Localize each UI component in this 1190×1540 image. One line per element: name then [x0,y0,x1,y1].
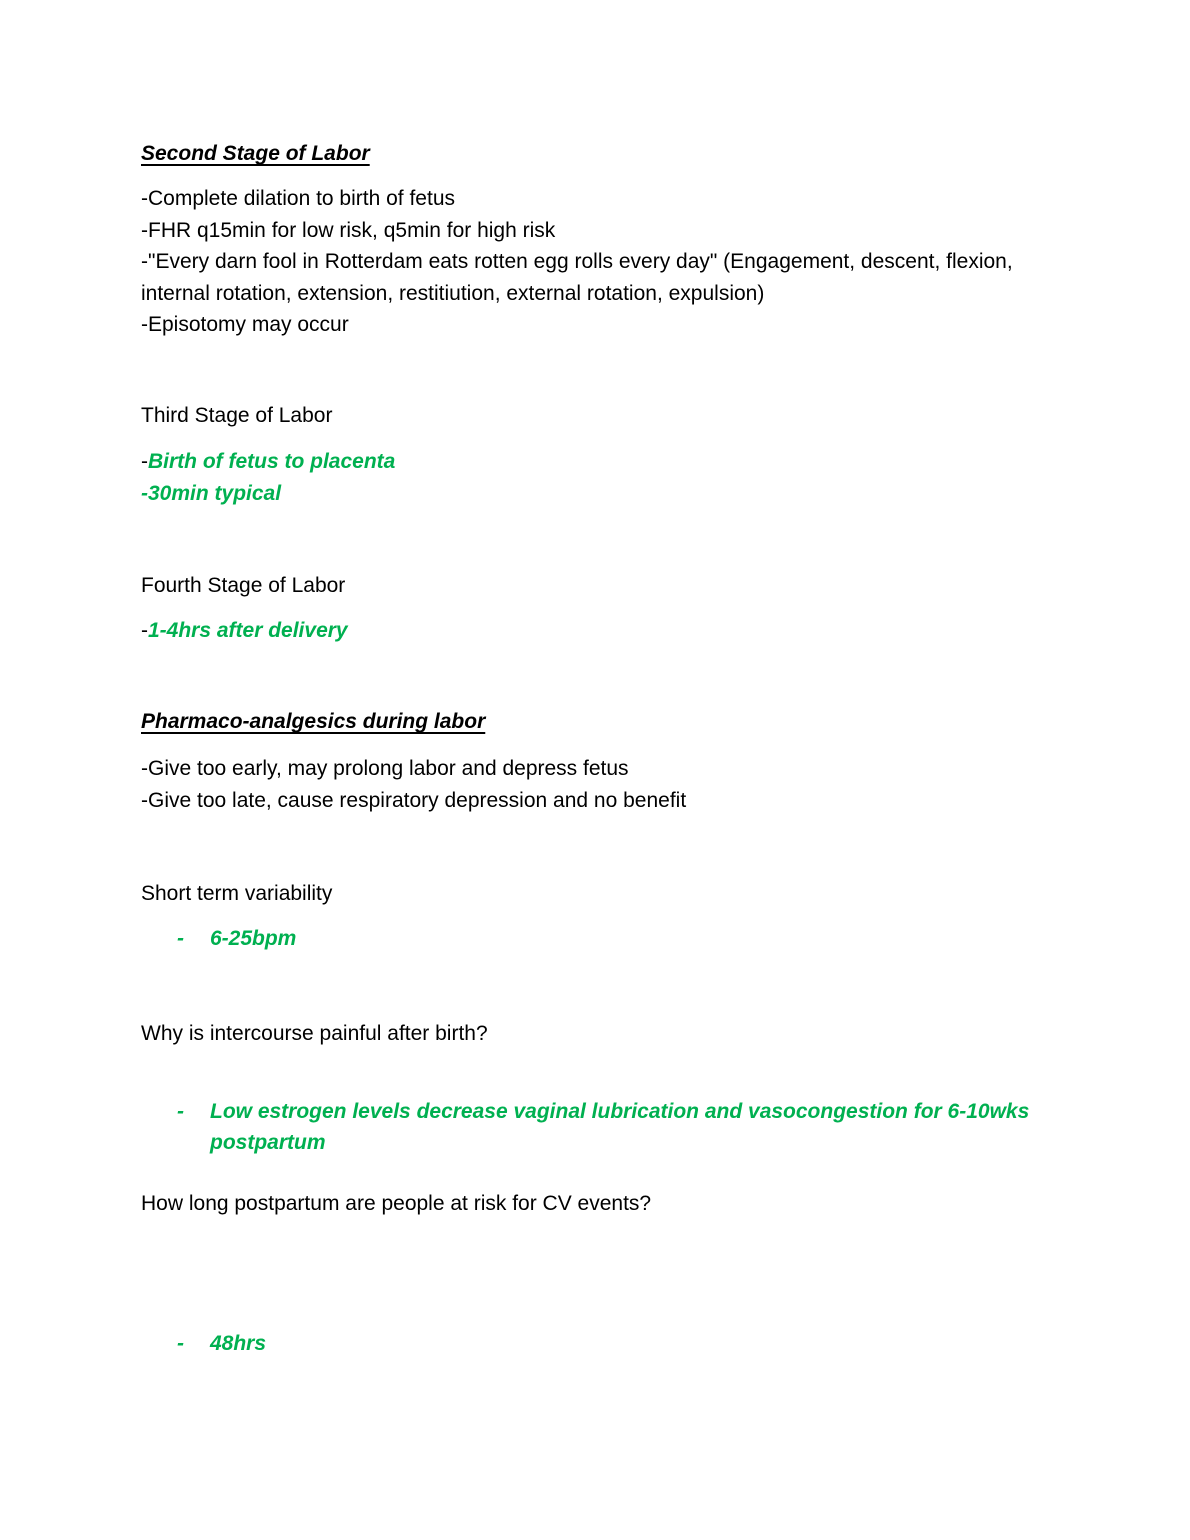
heading-second-stage-text: Second Stage of Labor [141,142,370,165]
second-stage-notes [141,183,1071,341]
answer-text: 6-25bpm [210,927,297,950]
heading-third-stage: Third Stage of Labor [141,404,333,427]
heading-pharmaco-text: Pharmaco-analgesics during labor [141,710,486,733]
question-intercourse-painful: Why is intercourse painful after birth? [141,1022,488,1045]
note-line: -Give too late, cause respiratory depression and no benefit [141,788,687,812]
note-answer-text: 1-4hrs after delivery [148,619,348,642]
note-answer-text: Birth of fetus to placenta [148,450,396,473]
note-dash: - [141,450,148,473]
note-line [141,615,1071,647]
answer-text: Low estrogen levels decrease vaginal lubrication and vasocongestion for 6-10wks postpartum [210,1099,1030,1154]
answer-cv-events-risk [141,1328,1140,1360]
note-dash: - [141,481,148,505]
heading-pharmaco [141,706,1071,738]
third-stage-notes [141,446,1071,509]
note-answer-text: 30min typical [148,481,282,505]
note-line: -Complete dilation to birth of fetus [141,187,455,210]
note-line: -Give too early, may prolong labor and depress fetus [141,757,629,780]
note-dash: - [141,619,148,642]
answer-text: 48hrs [210,1331,267,1355]
question-cv-events-risk: How long postpartum are people at risk for CV events? [141,1192,652,1215]
bullet-dash: - [177,1331,184,1355]
note-line: -FHR q15min for low risk, q5min for high risk [141,218,556,242]
answer-intercourse-painful [141,1096,1140,1159]
heading-fourth-stage: Fourth Stage of Labor [141,574,346,597]
pharmaco-notes [141,753,1071,816]
heading-second-stage [141,138,1071,170]
note-line: -Episotomy may occur [141,313,349,336]
fourth-stage-notes [141,615,1071,647]
note-line [141,478,1071,510]
note-line: -"Every darn fool in Rotterdam eats rotten egg rolls every day" (Engagement, descent, flexion, internal rotation, extension, restitiution, external rotation, expulsion) [141,250,1013,305]
answer-short-term-variability [141,923,1140,955]
question-short-term-variability: Short term variability [141,882,333,905]
bullet-dash: - [177,927,184,950]
note-line [141,446,1071,478]
bullet-dash: - [177,1099,184,1123]
